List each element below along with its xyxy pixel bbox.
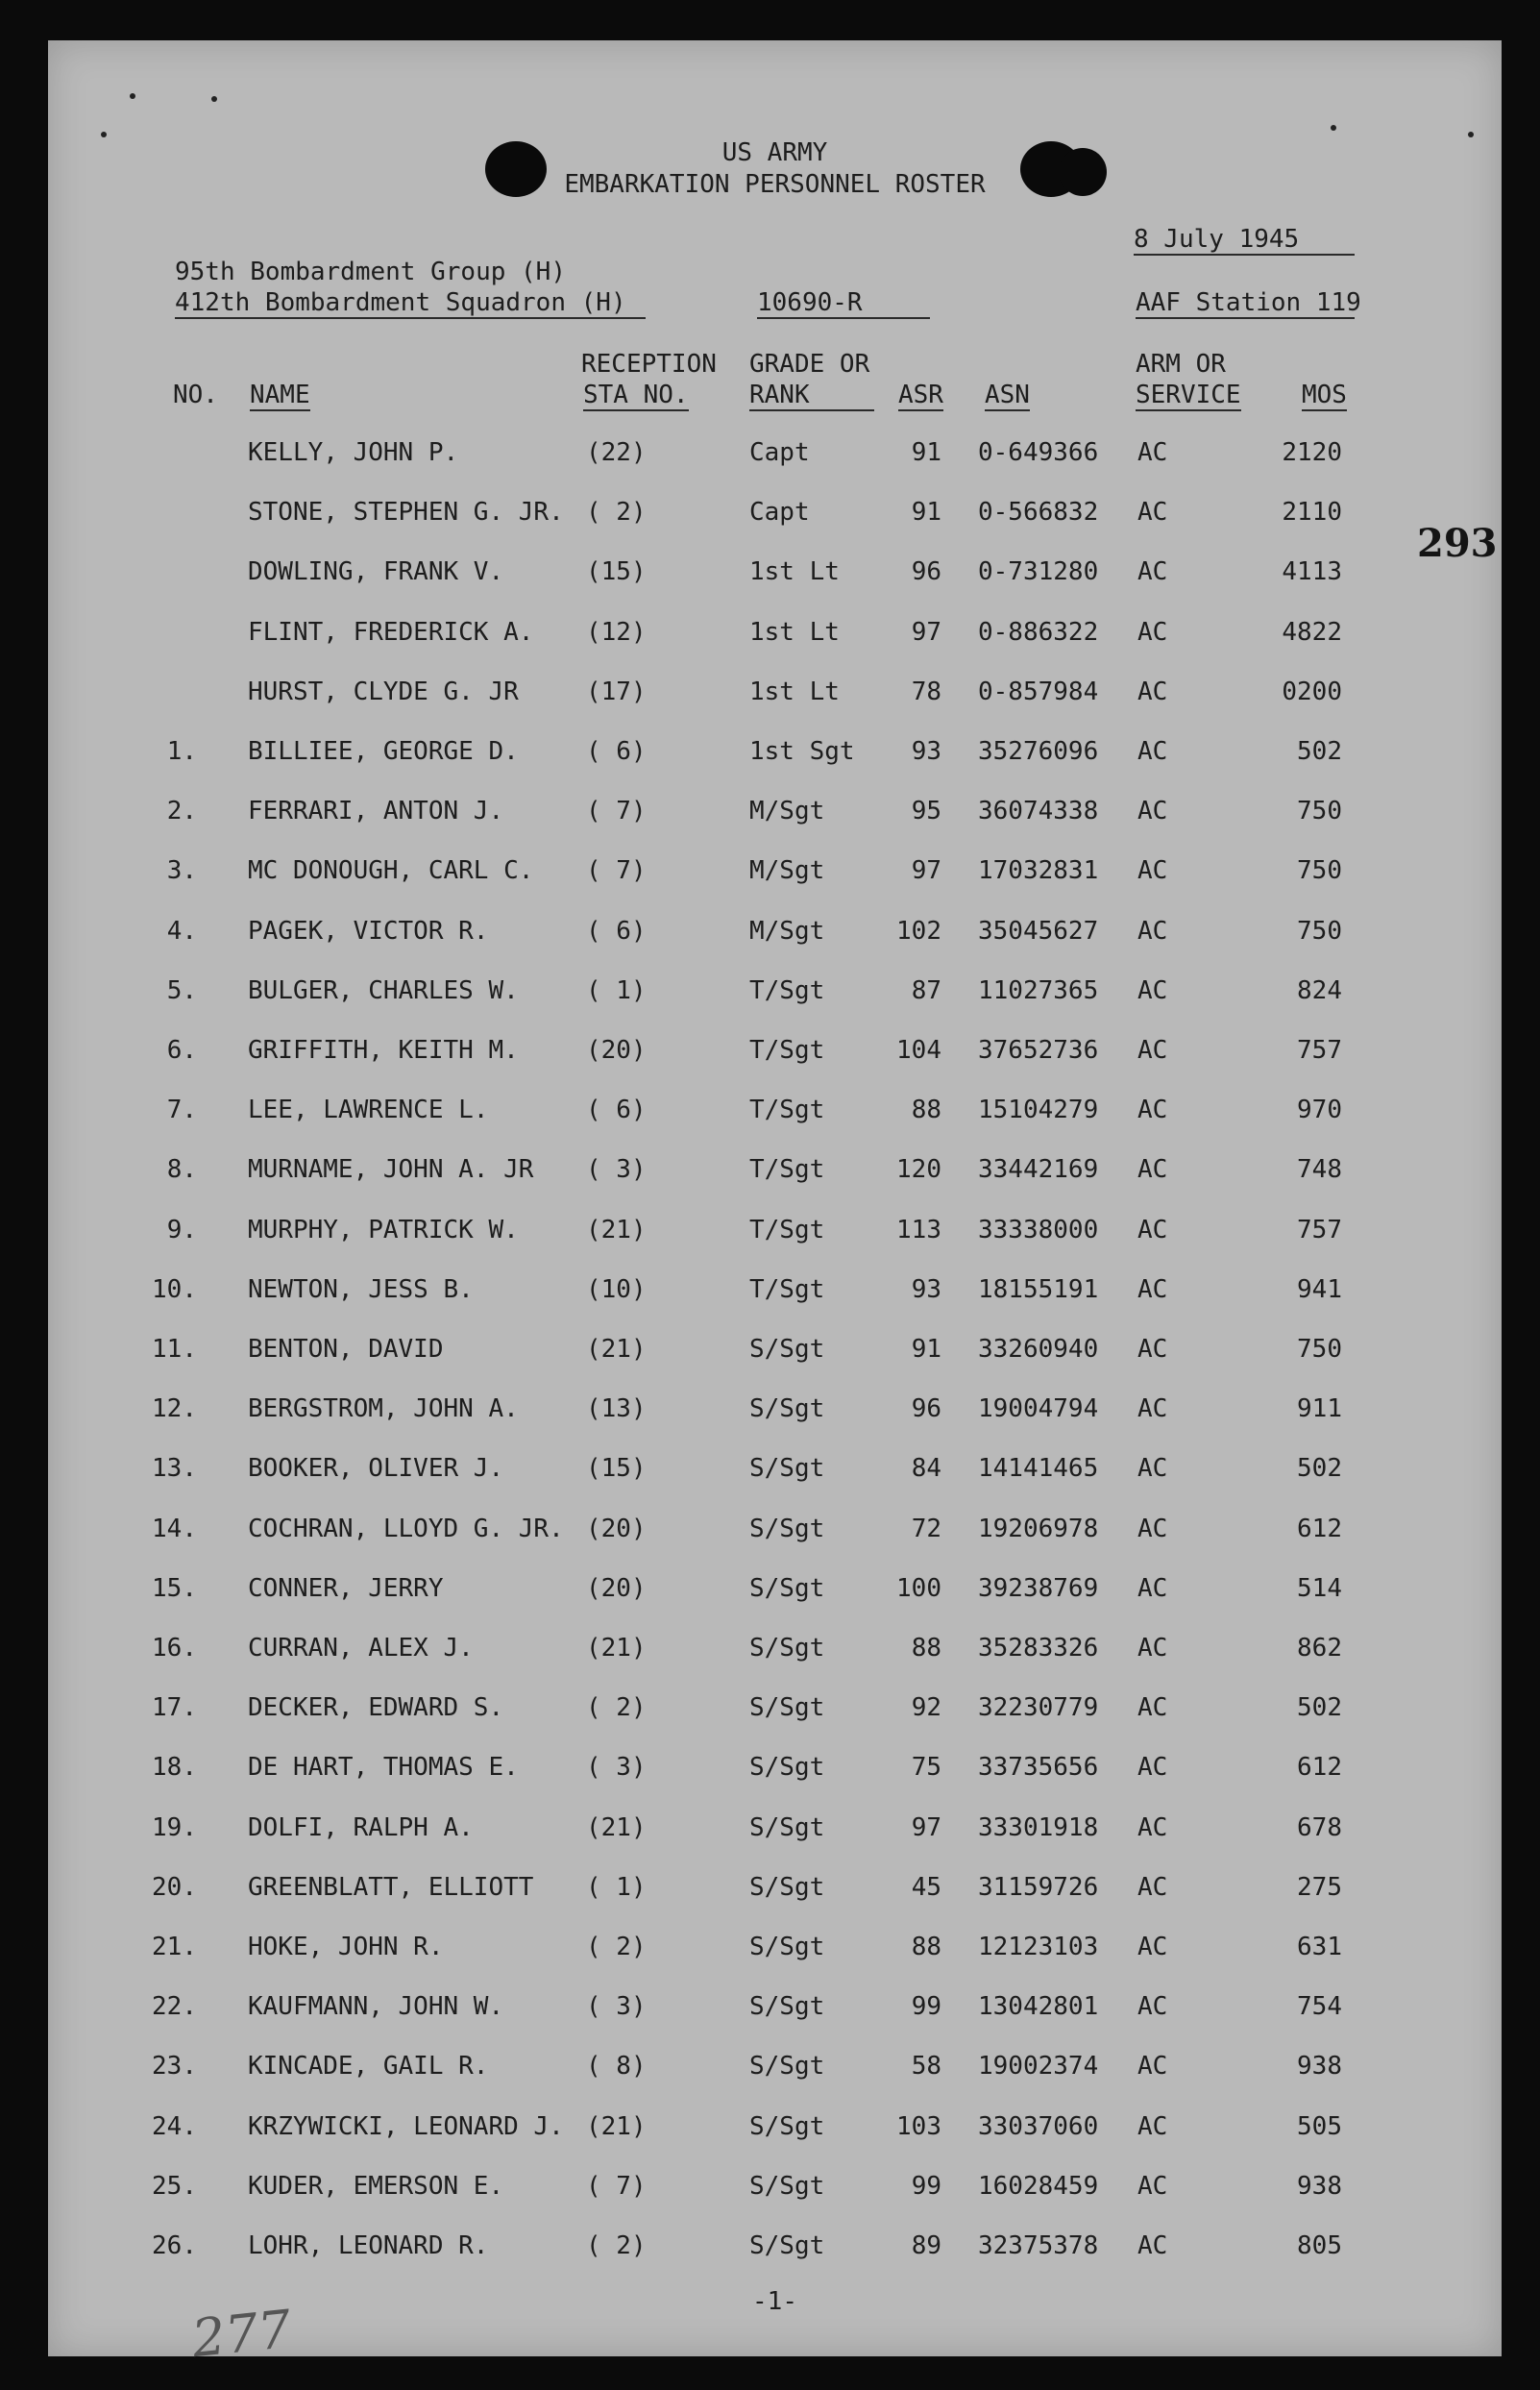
row-name: DECKER, EDWARD S.	[248, 1693, 504, 1722]
row-mos: 757	[1297, 1036, 1342, 1065]
row-name: GRIFFITH, KEITH M.	[248, 1036, 519, 1065]
row-asr: 45	[911, 1873, 941, 1902]
row-reception-sta: (15)	[586, 1454, 647, 1483]
row-name: BERGSTROM, JOHN A.	[248, 1394, 519, 1423]
squadron-name: 412th Bombardment Squadron (H)	[175, 288, 646, 319]
row-arm: AC	[1137, 1574, 1168, 1603]
row-asr: 91	[911, 498, 941, 527]
row-asn: 33260940	[978, 1335, 1099, 1364]
row-arm: AC	[1137, 1155, 1168, 1184]
row-mos: 754	[1297, 1992, 1342, 2021]
row-reception-sta: (20)	[586, 1515, 647, 1543]
col-header-asn: ASN	[985, 381, 1030, 409]
row-reception-sta: (21)	[586, 2112, 647, 2141]
row-grade: T/Sgt	[749, 1216, 825, 1244]
row-number: 3.	[166, 856, 197, 885]
row-asr: 97	[911, 1813, 941, 1842]
col-header-rank: RANK	[749, 381, 874, 411]
col-header-name: NAME	[250, 381, 310, 409]
row-arm: AC	[1137, 1394, 1168, 1423]
row-name: KELLY, JOHN P.	[248, 438, 459, 467]
row-name: LEE, LAWRENCE L.	[248, 1096, 489, 1124]
row-name: FERRARI, ANTON J.	[248, 797, 504, 825]
row-number: 20.	[152, 1873, 197, 1902]
row-grade: S/Sgt	[749, 1813, 825, 1842]
roster-page	[48, 40, 1502, 2370]
row-mos: 514	[1297, 1574, 1342, 1603]
col-header-arm: ARM OR	[1136, 350, 1226, 379]
row-arm: AC	[1137, 498, 1168, 527]
row-asn: 18155191	[978, 1275, 1099, 1304]
row-arm: AC	[1137, 1036, 1168, 1065]
row-arm: AC	[1137, 1096, 1168, 1124]
row-number: 26.	[152, 2231, 197, 2260]
row-grade: S/Sgt	[749, 2052, 825, 2081]
row-asn: 16028459	[978, 2172, 1099, 2201]
row-reception-sta: (21)	[586, 1335, 647, 1364]
row-reception-sta: (21)	[586, 1634, 647, 1663]
row-grade: S/Sgt	[749, 1335, 825, 1364]
row-reception-sta: (20)	[586, 1574, 647, 1603]
row-asn: 14141465	[978, 1454, 1099, 1483]
row-asn: 19206978	[978, 1515, 1099, 1543]
row-grade: S/Sgt	[749, 1574, 825, 1603]
row-grade: S/Sgt	[749, 1933, 825, 1961]
row-grade: Capt	[749, 498, 810, 527]
row-mos: 824	[1297, 976, 1342, 1005]
row-name: KRZYWICKI, LEONARD J.	[248, 2112, 564, 2141]
row-name: GREENBLATT, ELLIOTT	[248, 1873, 534, 1902]
row-arm: AC	[1137, 2231, 1168, 2260]
row-arm: AC	[1137, 557, 1168, 586]
col-header-no: NO.	[173, 381, 218, 409]
row-name: PAGEK, VICTOR R.	[248, 917, 489, 946]
row-asn: 33301918	[978, 1813, 1099, 1842]
row-number: 23.	[152, 2052, 197, 2081]
row-reception-sta: (21)	[586, 1813, 647, 1842]
row-asn: 36074338	[978, 797, 1099, 825]
row-asn: 33442169	[978, 1155, 1099, 1184]
row-mos: 0200	[1282, 678, 1342, 706]
row-asr: 88	[911, 1933, 941, 1961]
row-asn: 0-886322	[978, 618, 1099, 647]
row-reception-sta: ( 7)	[586, 2172, 647, 2201]
org-title: US ARMY	[721, 138, 828, 167]
row-number: 9.	[166, 1216, 197, 1244]
row-asr: 97	[911, 856, 941, 885]
row-reception-sta: ( 6)	[586, 917, 647, 946]
row-reception-sta: (15)	[586, 557, 647, 586]
row-mos: 750	[1297, 917, 1342, 946]
row-number: 16.	[152, 1634, 197, 1663]
row-mos: 938	[1297, 2172, 1342, 2201]
row-name: FLINT, FREDERICK A.	[248, 618, 534, 647]
row-arm: AC	[1137, 1813, 1168, 1842]
row-asr: 87	[911, 976, 941, 1005]
row-reception-sta: ( 6)	[586, 737, 647, 766]
row-asn: 33735656	[978, 1753, 1099, 1782]
row-arm: AC	[1137, 1454, 1168, 1483]
row-asr: 93	[911, 1275, 941, 1304]
row-number: 24.	[152, 2112, 197, 2141]
row-mos: 941	[1297, 1275, 1342, 1304]
row-asr: 97	[911, 618, 941, 647]
row-number: 21.	[152, 1933, 197, 1961]
row-grade: 1st Lt	[749, 557, 840, 586]
row-mos: 2110	[1282, 498, 1342, 527]
row-asr: 113	[896, 1216, 941, 1244]
row-asn: 0-731280	[978, 557, 1099, 586]
row-grade: S/Sgt	[749, 1454, 825, 1483]
row-asr: 103	[896, 2112, 941, 2141]
row-mos: 750	[1297, 1335, 1342, 1364]
row-mos: 862	[1297, 1634, 1342, 1663]
row-asn: 33338000	[978, 1216, 1099, 1244]
row-name: HURST, CLYDE G. JR	[248, 678, 519, 706]
row-reception-sta: ( 3)	[586, 1155, 647, 1184]
row-arm: AC	[1137, 1693, 1168, 1722]
row-mos: 4822	[1282, 618, 1342, 647]
row-mos: 502	[1297, 737, 1342, 766]
row-name: DE HART, THOMAS E.	[248, 1753, 519, 1782]
row-arm: AC	[1137, 976, 1168, 1005]
row-grade: T/Sgt	[749, 1096, 825, 1124]
row-mos: 275	[1297, 1873, 1342, 1902]
row-number: 5.	[166, 976, 197, 1005]
roster-date: 8 July 1945	[1134, 225, 1355, 256]
row-asr: 92	[911, 1693, 941, 1722]
row-arm: AC	[1137, 917, 1168, 946]
document-title: EMBARKATION PERSONNEL ROSTER	[564, 170, 986, 199]
row-grade: T/Sgt	[749, 976, 825, 1005]
row-asr: 78	[911, 678, 941, 706]
row-asn: 11027365	[978, 976, 1099, 1005]
row-mos: 748	[1297, 1155, 1342, 1184]
row-grade: M/Sgt	[749, 917, 825, 946]
speck	[1468, 132, 1474, 137]
row-number: 19.	[152, 1813, 197, 1842]
row-arm: AC	[1137, 438, 1168, 467]
row-grade: S/Sgt	[749, 1634, 825, 1663]
speck	[101, 132, 107, 137]
row-grade: T/Sgt	[749, 1275, 825, 1304]
row-arm: AC	[1137, 1515, 1168, 1543]
row-asr: 102	[896, 917, 941, 946]
row-mos: 911	[1297, 1394, 1342, 1423]
page-number: -1-	[752, 2287, 797, 2316]
row-number: 10.	[152, 1275, 197, 1304]
row-grade: T/Sgt	[749, 1155, 825, 1184]
row-mos: 505	[1297, 2112, 1342, 2141]
row-arm: AC	[1137, 1992, 1168, 2021]
row-arm: AC	[1137, 856, 1168, 885]
row-number: 14.	[152, 1515, 197, 1543]
row-grade: 1st Lt	[749, 678, 840, 706]
row-arm: AC	[1137, 2172, 1168, 2201]
row-asn: 19004794	[978, 1394, 1099, 1423]
row-asn: 33037060	[978, 2112, 1099, 2141]
row-mos: 750	[1297, 856, 1342, 885]
row-mos: 4113	[1282, 557, 1342, 586]
row-asn: 0-566832	[978, 498, 1099, 527]
row-mos: 805	[1297, 2231, 1342, 2260]
row-arm: AC	[1137, 737, 1168, 766]
row-arm: AC	[1137, 1634, 1168, 1663]
row-name: MC DONOUGH, CARL C.	[248, 856, 534, 885]
row-asn: 0-857984	[978, 678, 1099, 706]
row-number: 12.	[152, 1394, 197, 1423]
row-asr: 120	[896, 1155, 941, 1184]
page-stamp: 293	[1417, 521, 1498, 566]
row-grade: M/Sgt	[749, 856, 825, 885]
row-name: HOKE, JOHN R.	[248, 1933, 444, 1961]
row-grade: S/Sgt	[749, 2231, 825, 2260]
row-asn: 12123103	[978, 1933, 1099, 1961]
row-asr: 91	[911, 1335, 941, 1364]
col-header-sta-no: STA NO.	[583, 381, 689, 409]
col-header-asr: ASR	[898, 381, 943, 409]
row-asr: 88	[911, 1096, 941, 1124]
row-asn: 32230779	[978, 1693, 1099, 1722]
row-number: 11.	[152, 1335, 197, 1364]
row-number: 2.	[166, 797, 197, 825]
row-reception-sta: ( 2)	[586, 498, 647, 527]
row-number: 8.	[166, 1155, 197, 1184]
row-asr: 58	[911, 2052, 941, 2081]
row-arm: AC	[1137, 2112, 1168, 2141]
row-reception-sta: ( 2)	[586, 1933, 647, 1961]
row-asn: 32375378	[978, 2231, 1099, 2260]
row-reception-sta: (20)	[586, 1036, 647, 1065]
row-mos: 631	[1297, 1933, 1342, 1961]
row-grade: S/Sgt	[749, 2172, 825, 2201]
row-asr: 75	[911, 1753, 941, 1782]
row-asr: 96	[911, 557, 941, 586]
row-arm: AC	[1137, 1873, 1168, 1902]
row-mos: 678	[1297, 1813, 1342, 1842]
shipment-number: 10690-R	[757, 288, 930, 319]
col-header-reception: RECEPTION	[581, 350, 717, 379]
row-arm: AC	[1137, 1753, 1168, 1782]
row-name: KUDER, EMERSON E.	[248, 2172, 504, 2201]
col-header-grade: GRADE OR	[749, 350, 870, 379]
row-arm: AC	[1137, 1275, 1168, 1304]
row-reception-sta: ( 1)	[586, 1873, 647, 1902]
row-reception-sta: ( 8)	[586, 2052, 647, 2081]
row-reception-sta: (12)	[586, 618, 647, 647]
speck	[130, 93, 135, 99]
row-name: CONNER, JERRY	[248, 1574, 444, 1603]
row-number: 22.	[152, 1992, 197, 2021]
row-asn: 31159726	[978, 1873, 1099, 1902]
row-reception-sta: ( 6)	[586, 1096, 647, 1124]
row-reception-sta: ( 7)	[586, 856, 647, 885]
row-asr: 100	[896, 1574, 941, 1603]
row-asr: 93	[911, 737, 941, 766]
row-number: 1.	[166, 737, 197, 766]
row-mos: 757	[1297, 1216, 1342, 1244]
row-name: NEWTON, JESS B.	[248, 1275, 474, 1304]
row-name: KINCADE, GAIL R.	[248, 2052, 489, 2081]
row-mos: 612	[1297, 1515, 1342, 1543]
row-reception-sta: (13)	[586, 1394, 647, 1423]
row-reception-sta: ( 2)	[586, 1693, 647, 1722]
row-grade: S/Sgt	[749, 1992, 825, 2021]
row-asn: 15104279	[978, 1096, 1099, 1124]
row-grade: S/Sgt	[749, 1873, 825, 1902]
row-grade: S/Sgt	[749, 1753, 825, 1782]
row-asn: 35276096	[978, 737, 1099, 766]
row-asn: 39238769	[978, 1574, 1099, 1603]
row-name: DOLFI, RALPH A.	[248, 1813, 474, 1842]
row-grade: M/Sgt	[749, 797, 825, 825]
row-asn: 35045627	[978, 917, 1099, 946]
row-grade: S/Sgt	[749, 1394, 825, 1423]
row-arm: AC	[1137, 1216, 1168, 1244]
station-name: AAF Station 119	[1136, 288, 1361, 317]
row-reception-sta: (17)	[586, 678, 647, 706]
row-mos: 502	[1297, 1454, 1342, 1483]
col-header-mos: MOS	[1302, 381, 1347, 409]
row-grade: S/Sgt	[749, 1693, 825, 1722]
row-reception-sta: ( 1)	[586, 976, 647, 1005]
row-asn: 19002374	[978, 2052, 1099, 2081]
row-number: 6.	[166, 1036, 197, 1065]
row-arm: AC	[1137, 1335, 1168, 1364]
row-asr: 96	[911, 1394, 941, 1423]
row-name: MURNAME, JOHN A. JR	[248, 1155, 534, 1184]
row-name: BENTON, DAVID	[248, 1335, 444, 1364]
row-name: MURPHY, PATRICK W.	[248, 1216, 519, 1244]
row-grade: S/Sgt	[749, 1515, 825, 1543]
row-number: 13.	[152, 1454, 197, 1483]
row-asr: 95	[911, 797, 941, 825]
row-reception-sta: ( 7)	[586, 797, 647, 825]
row-reception-sta: (21)	[586, 1216, 647, 1244]
col-header-service: SERVICE	[1136, 381, 1241, 409]
row-asn: 35283326	[978, 1634, 1099, 1663]
row-name: LOHR, LEONARD R.	[248, 2231, 489, 2260]
row-asn: 0-649366	[978, 438, 1099, 467]
row-name: STONE, STEPHEN G. JR.	[248, 498, 564, 527]
row-number: 17.	[152, 1693, 197, 1722]
row-number: 4.	[166, 917, 197, 946]
speck	[211, 96, 217, 102]
row-mos: 502	[1297, 1693, 1342, 1722]
row-arm: AC	[1137, 1933, 1168, 1961]
handwritten-note: 277	[188, 2298, 295, 2370]
row-asn: 13042801	[978, 1992, 1099, 2021]
row-mos: 612	[1297, 1753, 1342, 1782]
row-name: CURRAN, ALEX J.	[248, 1634, 474, 1663]
row-mos: 938	[1297, 2052, 1342, 2081]
row-name: COCHRAN, LLOYD G. JR.	[248, 1515, 564, 1543]
group-name: 95th Bombardment Group (H)	[175, 258, 566, 286]
row-reception-sta: ( 2)	[586, 2231, 647, 2260]
row-asr: 91	[911, 438, 941, 467]
row-asn: 37652736	[978, 1036, 1099, 1065]
row-reception-sta: (22)	[586, 438, 647, 467]
row-arm: AC	[1137, 2052, 1168, 2081]
row-reception-sta: ( 3)	[586, 1992, 647, 2021]
row-name: BULGER, CHARLES W.	[248, 976, 519, 1005]
row-number: 7.	[166, 1096, 197, 1124]
row-mos: 2120	[1282, 438, 1342, 467]
speck	[1331, 125, 1336, 131]
row-arm: AC	[1137, 797, 1168, 825]
row-name: KAUFMANN, JOHN W.	[248, 1992, 504, 2021]
row-grade: 1st Lt	[749, 618, 840, 647]
row-asr: 99	[911, 2172, 941, 2201]
row-mos: 750	[1297, 797, 1342, 825]
row-asr: 84	[911, 1454, 941, 1483]
row-arm: AC	[1137, 618, 1168, 647]
row-number: 15.	[152, 1574, 197, 1603]
row-asr: 72	[911, 1515, 941, 1543]
row-number: 18.	[152, 1753, 197, 1782]
row-reception-sta: ( 3)	[586, 1753, 647, 1782]
row-number: 25.	[152, 2172, 197, 2201]
row-asr: 89	[911, 2231, 941, 2260]
row-arm: AC	[1137, 678, 1168, 706]
row-asr: 99	[911, 1992, 941, 2021]
row-grade: S/Sgt	[749, 2112, 825, 2141]
row-mos: 970	[1297, 1096, 1342, 1124]
row-name: BOOKER, OLIVER J.	[248, 1454, 504, 1483]
row-asr: 88	[911, 1634, 941, 1663]
row-name: BILLIEE, GEORGE D.	[248, 737, 519, 766]
row-grade: T/Sgt	[749, 1036, 825, 1065]
row-reception-sta: (10)	[586, 1275, 647, 1304]
row-grade: 1st Sgt	[749, 737, 855, 766]
row-asn: 17032831	[978, 856, 1099, 885]
row-grade: Capt	[749, 438, 810, 467]
row-asr: 104	[896, 1036, 941, 1065]
row-name: DOWLING, FRANK V.	[248, 557, 504, 586]
